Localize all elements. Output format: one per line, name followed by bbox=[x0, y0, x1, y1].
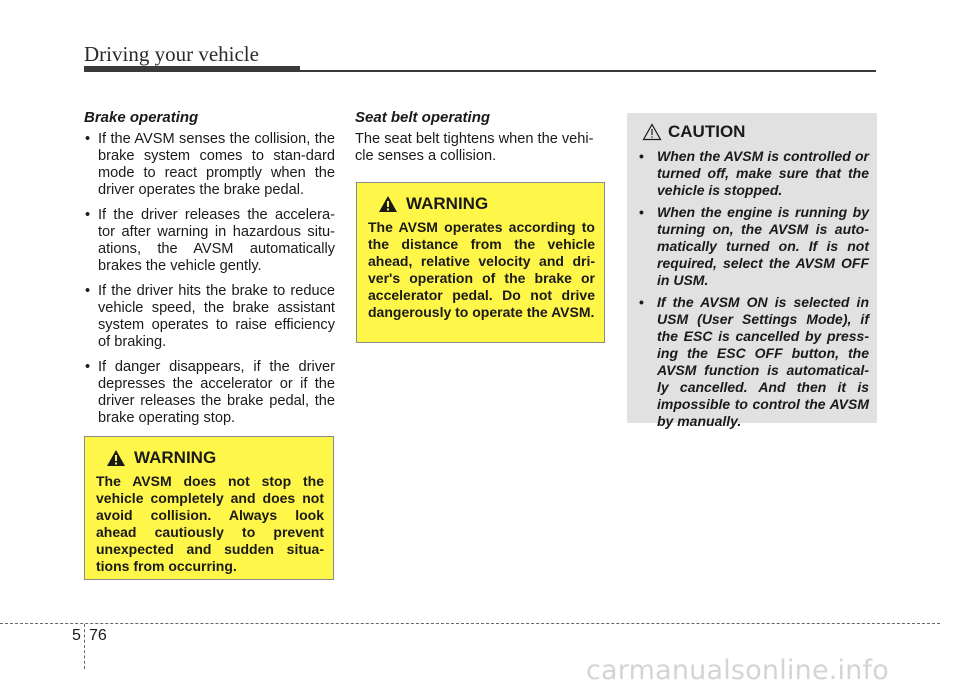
watermark: carmanualsonline.info bbox=[586, 655, 889, 686]
warning-triangle-icon bbox=[378, 195, 398, 213]
header-rule-thick bbox=[84, 66, 300, 72]
warning-box-avsm-operation bbox=[356, 182, 605, 343]
seat-belt-paragraph: The seat belt tightens when the vehi-cle senses a collision. bbox=[355, 131, 594, 164]
warning-box-collision bbox=[84, 436, 334, 580]
left-column bbox=[84, 109, 335, 435]
caution-box bbox=[627, 113, 877, 429]
list-item: • If the driver releases the accelera-tor after warning in hazardous situ-ations, the AVSM automatically brakes the vehicle gently. bbox=[84, 207, 335, 275]
header-rule-thin bbox=[300, 70, 876, 72]
page-header-title: Driving your vehicle bbox=[84, 42, 259, 66]
warning-body: The AVSM operates according to the distance from the vehicle ahead, relative velocity and dri-ver's operation of the brake or accelerator pedal. Do not drive dangerously to operate the AVSM. bbox=[368, 219, 595, 320]
warning-body: The AVSM does not stop the vehicle completely and does not avoid collision. Always look ahead cautiously to prevent unexpected and sudden situa-tions from occurring. bbox=[96, 473, 324, 574]
warning-triangle-icon bbox=[106, 449, 126, 467]
page-number: 76 bbox=[89, 627, 107, 644]
middle-column bbox=[355, 109, 605, 165]
caution-triangle-icon bbox=[642, 123, 662, 141]
caution-list bbox=[637, 148, 869, 430]
seat-belt-operating-heading: Seat belt operating bbox=[355, 109, 491, 126]
list-item: • If the AVSM senses the collision, the brake system comes to stan-dard mode to react promptly when the driver operates the brake pedal. bbox=[84, 131, 335, 199]
caution-title-text: CAUTION bbox=[668, 122, 746, 141]
warning-title bbox=[96, 448, 324, 468]
warning-title-text: WARNING bbox=[134, 448, 217, 467]
brake-operating-list bbox=[84, 131, 335, 427]
caution-title bbox=[637, 122, 869, 142]
list-item: • If the driver hits the brake to reduce vehicle speed, the brake assistant system operates to raise efficiency of braking. bbox=[84, 283, 335, 351]
warning-title-text: WARNING bbox=[406, 194, 489, 213]
brake-operating-heading: Brake operating bbox=[84, 109, 199, 126]
list-item: • When the engine is running by turning on, the AVSM is auto-matically turned on. If is not required, select the AVSM OFF in USM. bbox=[637, 204, 869, 289]
footer-divider bbox=[84, 624, 85, 669]
warning-title bbox=[368, 194, 595, 214]
list-item: • When the AVSM is controlled or turned off, make sure that the vehicle is stopped. bbox=[637, 148, 869, 199]
list-item: • If danger disappears, if the driver depresses the accelerator or if the driver releases the brake pedal, the brake operating stop. bbox=[84, 359, 335, 427]
footer-rule bbox=[0, 623, 940, 624]
chapter-number: 5 bbox=[72, 627, 81, 644]
list-item: • If the AVSM ON is selected in USM (User Settings Mode), if the ESC is cancelled by press-ing the ESC OFF button, the AVSM function is automatical-ly cancelled. And then it is impossible to control the AVSM by manually. bbox=[637, 294, 869, 430]
